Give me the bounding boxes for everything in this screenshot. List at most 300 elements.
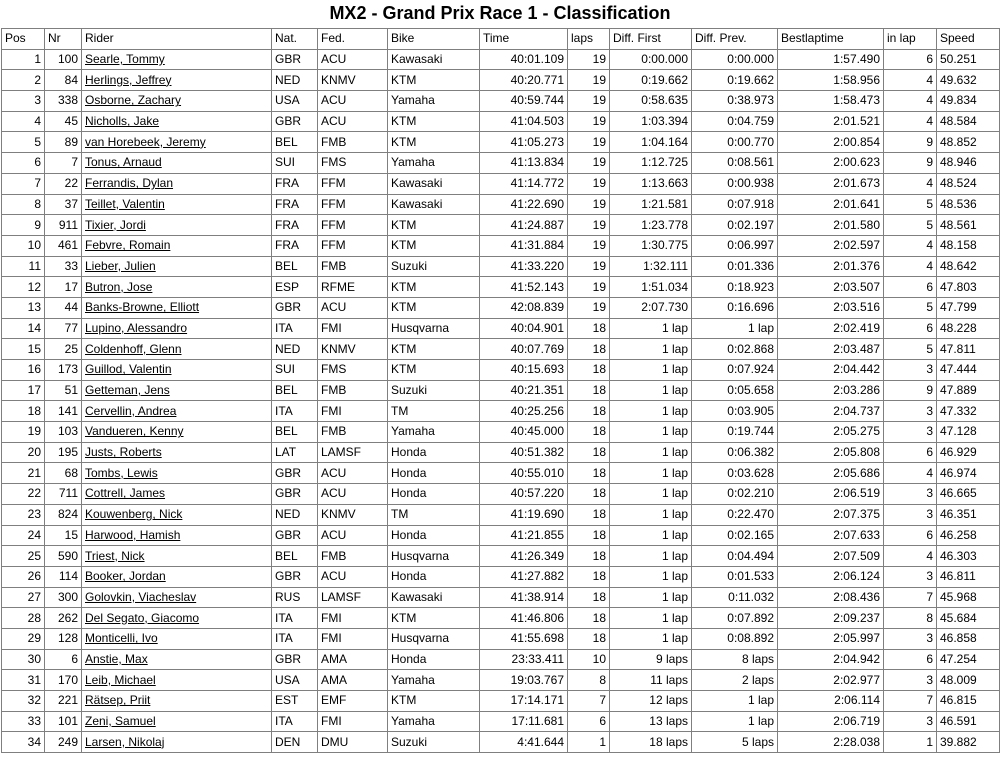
cell-fed: EMF: [318, 691, 388, 712]
cell-time: 41:38.914: [480, 587, 568, 608]
cell-time: 41:27.882: [480, 566, 568, 587]
cell-bike: KTM: [388, 70, 480, 91]
cell-nr: 824: [45, 504, 82, 525]
cell-diff-prev: 0:00.938: [692, 173, 778, 194]
cell-nat: GBR: [272, 463, 318, 484]
cell-bestlaptime: 2:07.509: [778, 546, 884, 567]
cell-laps: 18: [568, 463, 610, 484]
cell-speed: 46.351: [937, 504, 1000, 525]
cell-laps: 18: [568, 504, 610, 525]
cell-pos: 19: [2, 422, 45, 443]
cell-diff-first: 1:30.775: [610, 235, 692, 256]
cell-nat: BEL: [272, 256, 318, 277]
cell-bestlaptime: 1:58.956: [778, 70, 884, 91]
cell-laps: 19: [568, 111, 610, 132]
rider-link[interactable]: Guillod, Valentin: [85, 362, 172, 377]
cell-laps: 19: [568, 91, 610, 112]
cell-diff-first: 1 lap: [610, 422, 692, 443]
cell-bestlaptime: 2:07.633: [778, 525, 884, 546]
cell-diff-first: 11 laps: [610, 670, 692, 691]
cell-laps: 18: [568, 401, 610, 422]
rider-link[interactable]: Leib, Michael: [85, 672, 156, 687]
cell-nat: USA: [272, 670, 318, 691]
cell-diff-prev: 0:04.759: [692, 111, 778, 132]
cell-diff-prev: 0:04.494: [692, 546, 778, 567]
cell-fed: AMA: [318, 649, 388, 670]
cell-rider: [82, 463, 272, 484]
cell-bestlaptime: 2:01.521: [778, 111, 884, 132]
rider-link[interactable]: Triest, Nick: [85, 548, 145, 563]
cell-diff-prev: 0:11.032: [692, 587, 778, 608]
cell-bestlaptime: 2:02.419: [778, 318, 884, 339]
rider-link[interactable]: Lieber, Julien: [85, 258, 156, 273]
cell-speed: 46.974: [937, 463, 1000, 484]
cell-bike: Suzuki: [388, 256, 480, 277]
cell-rider: [82, 732, 272, 753]
cell-laps: 18: [568, 318, 610, 339]
rider-link[interactable]: Booker, Jordan: [85, 569, 166, 584]
cell-bike: Kawasaki: [388, 49, 480, 70]
cell-in-lap: 5: [884, 339, 937, 360]
cell-nr: 51: [45, 380, 82, 401]
cell-nat: NED: [272, 339, 318, 360]
cell-diff-prev: 0:22.470: [692, 504, 778, 525]
cell-bestlaptime: 2:06.519: [778, 484, 884, 505]
cell-pos: 11: [2, 256, 45, 277]
cell-diff-first: 1 lap: [610, 525, 692, 546]
cell-laps: 19: [568, 194, 610, 215]
cell-speed: 48.946: [937, 153, 1000, 174]
cell-rider: [82, 360, 272, 381]
cell-diff-prev: 0:03.905: [692, 401, 778, 422]
cell-rider: [82, 339, 272, 360]
rider-link[interactable]: Searle, Tommy: [85, 52, 165, 67]
cell-in-lap: 3: [884, 566, 937, 587]
cell-rider: [82, 628, 272, 649]
cell-speed: 45.968: [937, 587, 1000, 608]
cell-diff-first: 0:19.662: [610, 70, 692, 91]
column-header-bike: Bike: [388, 29, 480, 50]
cell-diff-first: 1 lap: [610, 463, 692, 484]
cell-bestlaptime: 2:04.442: [778, 360, 884, 381]
cell-diff-prev: 0:18.923: [692, 277, 778, 298]
cell-in-lap: 3: [884, 711, 937, 732]
table-row: [2, 360, 1000, 381]
cell-nat: BEL: [272, 380, 318, 401]
cell-nr: 262: [45, 608, 82, 629]
table-row: [2, 318, 1000, 339]
cell-nat: RUS: [272, 587, 318, 608]
cell-speed: 46.811: [937, 566, 1000, 587]
cell-nat: GBR: [272, 484, 318, 505]
cell-in-lap: 3: [884, 628, 937, 649]
table-row: [2, 628, 1000, 649]
cell-fed: FFM: [318, 235, 388, 256]
cell-laps: 18: [568, 442, 610, 463]
column-header-fed: Fed.: [318, 29, 388, 50]
cell-nr: 461: [45, 235, 82, 256]
rider-link[interactable]: Golovkin, Viacheslav: [85, 589, 197, 604]
cell-fed: FMI: [318, 711, 388, 732]
cell-fed: FFM: [318, 215, 388, 236]
rider-link[interactable]: Nicholls, Jake: [85, 114, 160, 129]
table-row: [2, 504, 1000, 525]
cell-nat: FRA: [272, 194, 318, 215]
cell-bike: TM: [388, 504, 480, 525]
table-row: [2, 691, 1000, 712]
table-row: [2, 442, 1000, 463]
cell-diff-prev: 0:07.924: [692, 360, 778, 381]
rider-link[interactable]: Monticelli, Ivo: [85, 631, 158, 646]
cell-bestlaptime: 2:03.516: [778, 297, 884, 318]
cell-time: 41:26.349: [480, 546, 568, 567]
cell-nr: 128: [45, 628, 82, 649]
cell-diff-prev: 0:07.918: [692, 194, 778, 215]
cell-bike: TM: [388, 401, 480, 422]
column-header-speed: Speed: [937, 29, 1000, 50]
cell-laps: 18: [568, 339, 610, 360]
table-row: [2, 297, 1000, 318]
cell-nat: GBR: [272, 525, 318, 546]
cell-time: 41:19.690: [480, 504, 568, 525]
cell-rider: [82, 422, 272, 443]
cell-bestlaptime: 2:03.507: [778, 277, 884, 298]
rider-link[interactable]: Zeni, Samuel: [85, 714, 156, 729]
cell-in-lap: 9: [884, 153, 937, 174]
cell-pos: 15: [2, 339, 45, 360]
rider-link[interactable]: Cottrell, James: [85, 486, 166, 501]
cell-diff-first: 0:58.635: [610, 91, 692, 112]
cell-diff-prev: 0:02.868: [692, 339, 778, 360]
cell-pos: 20: [2, 442, 45, 463]
cell-fed: FMB: [318, 380, 388, 401]
cell-laps: 18: [568, 422, 610, 443]
cell-speed: 48.009: [937, 670, 1000, 691]
table-row: [2, 339, 1000, 360]
cell-diff-first: 1 lap: [610, 504, 692, 525]
cell-speed: 46.815: [937, 691, 1000, 712]
rider-link[interactable]: Justs, Roberts: [85, 445, 162, 460]
cell-fed: FMI: [318, 628, 388, 649]
cell-pos: 7: [2, 173, 45, 194]
cell-speed: 45.684: [937, 608, 1000, 629]
cell-bestlaptime: 2:05.808: [778, 442, 884, 463]
table-row: [2, 649, 1000, 670]
cell-time: 40:25.256: [480, 401, 568, 422]
cell-bestlaptime: 2:00.623: [778, 153, 884, 174]
rider-link[interactable]: van Horebeek, Jeremy: [85, 134, 206, 149]
cell-nr: 33: [45, 256, 82, 277]
cell-laps: 18: [568, 628, 610, 649]
cell-diff-prev: 0:16.696: [692, 297, 778, 318]
rider-link[interactable]: Teillet, Valentin: [85, 196, 165, 211]
cell-nat: GBR: [272, 111, 318, 132]
cell-nr: 17: [45, 277, 82, 298]
cell-bestlaptime: 2:03.487: [778, 339, 884, 360]
cell-nat: FRA: [272, 235, 318, 256]
cell-bestlaptime: 2:05.997: [778, 628, 884, 649]
cell-bike: Yamaha: [388, 711, 480, 732]
cell-bestlaptime: 1:57.490: [778, 49, 884, 70]
cell-in-lap: 6: [884, 525, 937, 546]
cell-bestlaptime: 2:02.977: [778, 670, 884, 691]
cell-in-lap: 9: [884, 380, 937, 401]
cell-speed: 48.852: [937, 132, 1000, 153]
cell-bike: KTM: [388, 235, 480, 256]
cell-pos: 33: [2, 711, 45, 732]
rider-link[interactable]: Tonus, Arnaud: [85, 155, 162, 170]
cell-diff-prev: 0:19.662: [692, 70, 778, 91]
cell-fed: KNMV: [318, 70, 388, 91]
table-row: [2, 215, 1000, 236]
cell-speed: 47.332: [937, 401, 1000, 422]
cell-diff-prev: 0:38.973: [692, 91, 778, 112]
cell-pos: 2: [2, 70, 45, 91]
rider-link[interactable]: Getteman, Jens: [85, 383, 170, 398]
cell-rider: [82, 49, 272, 70]
cell-speed: 47.803: [937, 277, 1000, 298]
cell-in-lap: 3: [884, 504, 937, 525]
cell-bestlaptime: 2:02.597: [778, 235, 884, 256]
cell-diff-first: 1 lap: [610, 608, 692, 629]
cell-time: 4:41.644: [480, 732, 568, 753]
cell-pos: 30: [2, 649, 45, 670]
cell-fed: FMB: [318, 546, 388, 567]
cell-time: 41:24.887: [480, 215, 568, 236]
cell-laps: 18: [568, 546, 610, 567]
cell-nr: 338: [45, 91, 82, 112]
cell-diff-prev: 2 laps: [692, 670, 778, 691]
cell-speed: 49.834: [937, 91, 1000, 112]
page-title: MX2 - Grand Prix Race 1 - Classification: [329, 3, 671, 23]
cell-nr: 249: [45, 732, 82, 753]
cell-bike: KTM: [388, 339, 480, 360]
rider-link[interactable]: Tixier, Jordi: [85, 217, 146, 232]
cell-nr: 45: [45, 111, 82, 132]
cell-bike: Yamaha: [388, 422, 480, 443]
cell-bike: KTM: [388, 277, 480, 298]
cell-laps: 19: [568, 153, 610, 174]
cell-laps: 18: [568, 587, 610, 608]
cell-speed: 48.228: [937, 318, 1000, 339]
cell-in-lap: 3: [884, 422, 937, 443]
cell-fed: ACU: [318, 49, 388, 70]
cell-speed: 46.665: [937, 484, 1000, 505]
cell-fed: LAMSF: [318, 442, 388, 463]
cell-speed: 46.258: [937, 525, 1000, 546]
cell-in-lap: 3: [884, 670, 937, 691]
cell-time: 40:57.220: [480, 484, 568, 505]
cell-time: 40:59.744: [480, 91, 568, 112]
cell-diff-first: 1:04.164: [610, 132, 692, 153]
cell-rider: [82, 256, 272, 277]
rider-link[interactable]: Larsen, Nikolaj: [85, 734, 165, 749]
cell-fed: ACU: [318, 91, 388, 112]
cell-bestlaptime: 2:04.942: [778, 649, 884, 670]
cell-nat: SUI: [272, 360, 318, 381]
cell-laps: 19: [568, 49, 610, 70]
cell-diff-prev: 1 lap: [692, 711, 778, 732]
cell-diff-first: 1 lap: [610, 380, 692, 401]
table-row: [2, 732, 1000, 753]
rider-link[interactable]: Cervellin, Andrea: [85, 403, 177, 418]
rider-link[interactable]: Rätsep, Priit: [85, 693, 151, 708]
cell-in-lap: 4: [884, 256, 937, 277]
cell-rider: [82, 442, 272, 463]
cell-rider: [82, 173, 272, 194]
cell-bestlaptime: 2:01.580: [778, 215, 884, 236]
cell-laps: 10: [568, 649, 610, 670]
cell-bestlaptime: 2:06.719: [778, 711, 884, 732]
cell-fed: FMI: [318, 401, 388, 422]
cell-speed: 48.642: [937, 256, 1000, 277]
cell-in-lap: 4: [884, 91, 937, 112]
cell-laps: 7: [568, 691, 610, 712]
cell-nr: 141: [45, 401, 82, 422]
cell-time: 41:22.690: [480, 194, 568, 215]
cell-nr: 711: [45, 484, 82, 505]
cell-bike: Yamaha: [388, 91, 480, 112]
cell-laps: 19: [568, 70, 610, 91]
rider-link[interactable]: Butron, Jose: [85, 279, 153, 294]
rider-link[interactable]: Coldenhoff, Glenn: [85, 341, 182, 356]
cell-nat: BEL: [272, 132, 318, 153]
cell-fed: FMI: [318, 318, 388, 339]
cell-speed: 47.254: [937, 649, 1000, 670]
cell-bike: KTM: [388, 111, 480, 132]
cell-diff-first: 1:03.394: [610, 111, 692, 132]
cell-bike: Kawasaki: [388, 587, 480, 608]
cell-speed: 48.536: [937, 194, 1000, 215]
rider-link[interactable]: Febvre, Romain: [85, 238, 171, 253]
cell-nat: ITA: [272, 711, 318, 732]
cell-in-lap: 5: [884, 194, 937, 215]
rider-link[interactable]: Osborne, Zachary: [85, 93, 182, 108]
cell-bestlaptime: 2:08.436: [778, 587, 884, 608]
cell-fed: FMB: [318, 422, 388, 443]
cell-nat: GBR: [272, 566, 318, 587]
header-row: [2, 29, 1000, 50]
cell-bike: Honda: [388, 442, 480, 463]
cell-time: 42:08.839: [480, 297, 568, 318]
cell-fed: AMA: [318, 670, 388, 691]
cell-pos: 8: [2, 194, 45, 215]
cell-diff-prev: 0:03.628: [692, 463, 778, 484]
cell-nr: 22: [45, 173, 82, 194]
cell-time: 41:04.503: [480, 111, 568, 132]
rider-link[interactable]: Vandueren, Kenny: [85, 424, 184, 439]
cell-nr: 911: [45, 215, 82, 236]
cell-time: 17:14.171: [480, 691, 568, 712]
cell-diff-first: 13 laps: [610, 711, 692, 732]
cell-laps: 19: [568, 132, 610, 153]
cell-diff-prev: 0:00.770: [692, 132, 778, 153]
cell-bike: Husqvarna: [388, 318, 480, 339]
cell-diff-prev: 1 lap: [692, 318, 778, 339]
cell-nr: 195: [45, 442, 82, 463]
column-header-nat: Nat.: [272, 29, 318, 50]
cell-bike: Honda: [388, 525, 480, 546]
cell-bestlaptime: 2:04.737: [778, 401, 884, 422]
cell-speed: 46.303: [937, 546, 1000, 567]
rider-link[interactable]: Anstie, Max: [85, 651, 148, 666]
cell-laps: 1: [568, 732, 610, 753]
cell-bike: Yamaha: [388, 153, 480, 174]
cell-laps: 18: [568, 484, 610, 505]
rider-link[interactable]: Del Segato, Giacomo: [85, 610, 200, 625]
cell-bestlaptime: 2:09.237: [778, 608, 884, 629]
cell-nat: BEL: [272, 546, 318, 567]
cell-bike: Suzuki: [388, 732, 480, 753]
cell-rider: [82, 297, 272, 318]
cell-bestlaptime: 2:01.641: [778, 194, 884, 215]
cell-nr: 89: [45, 132, 82, 153]
cell-fed: ACU: [318, 297, 388, 318]
cell-diff-prev: 0:02.197: [692, 215, 778, 236]
cell-fed: ACU: [318, 484, 388, 505]
cell-in-lap: 5: [884, 297, 937, 318]
cell-rider: [82, 566, 272, 587]
cell-bestlaptime: 2:01.673: [778, 173, 884, 194]
rider-link[interactable]: Tombs, Lewis: [85, 465, 158, 480]
cell-nr: 100: [45, 49, 82, 70]
cell-diff-first: 1 lap: [610, 339, 692, 360]
cell-time: 40:01.109: [480, 49, 568, 70]
cell-in-lap: 3: [884, 484, 937, 505]
cell-diff-prev: 5 laps: [692, 732, 778, 753]
cell-fed: ACU: [318, 111, 388, 132]
column-header-pos: Pos: [2, 29, 45, 50]
rider-link[interactable]: Lupino, Alessandro: [85, 320, 188, 335]
cell-bike: KTM: [388, 215, 480, 236]
cell-time: 17:11.681: [480, 711, 568, 732]
cell-bestlaptime: 2:06.124: [778, 566, 884, 587]
rider-link[interactable]: Ferrandis, Dylan: [85, 176, 174, 191]
cell-nat: ITA: [272, 628, 318, 649]
cell-fed: ACU: [318, 566, 388, 587]
cell-fed: LAMSF: [318, 587, 388, 608]
cell-nat: ITA: [272, 608, 318, 629]
cell-laps: 19: [568, 256, 610, 277]
cell-pos: 10: [2, 235, 45, 256]
cell-in-lap: 4: [884, 111, 937, 132]
cell-nr: 170: [45, 670, 82, 691]
cell-nat: EST: [272, 691, 318, 712]
cell-in-lap: 3: [884, 360, 937, 381]
cell-laps: 18: [568, 525, 610, 546]
table-row: [2, 173, 1000, 194]
cell-speed: 48.584: [937, 111, 1000, 132]
cell-rider: [82, 670, 272, 691]
rider-link[interactable]: Kouwenberg, Nick: [85, 507, 183, 522]
rider-link[interactable]: Banks-Browne, Elliott: [85, 300, 200, 315]
table-row: [2, 194, 1000, 215]
cell-laps: 6: [568, 711, 610, 732]
rider-link[interactable]: Herlings, Jeffrey: [85, 72, 172, 87]
table-row: [2, 277, 1000, 298]
cell-time: 41:52.143: [480, 277, 568, 298]
column-header-nr: Nr: [45, 29, 82, 50]
cell-bike: KTM: [388, 691, 480, 712]
cell-time: 40:04.901: [480, 318, 568, 339]
rider-link[interactable]: Harwood, Hamish: [85, 527, 181, 542]
cell-time: 40:07.769: [480, 339, 568, 360]
cell-speed: 46.858: [937, 628, 1000, 649]
cell-pos: 28: [2, 608, 45, 629]
cell-diff-first: 12 laps: [610, 691, 692, 712]
cell-bike: Honda: [388, 649, 480, 670]
classification-table: [1, 28, 1000, 753]
